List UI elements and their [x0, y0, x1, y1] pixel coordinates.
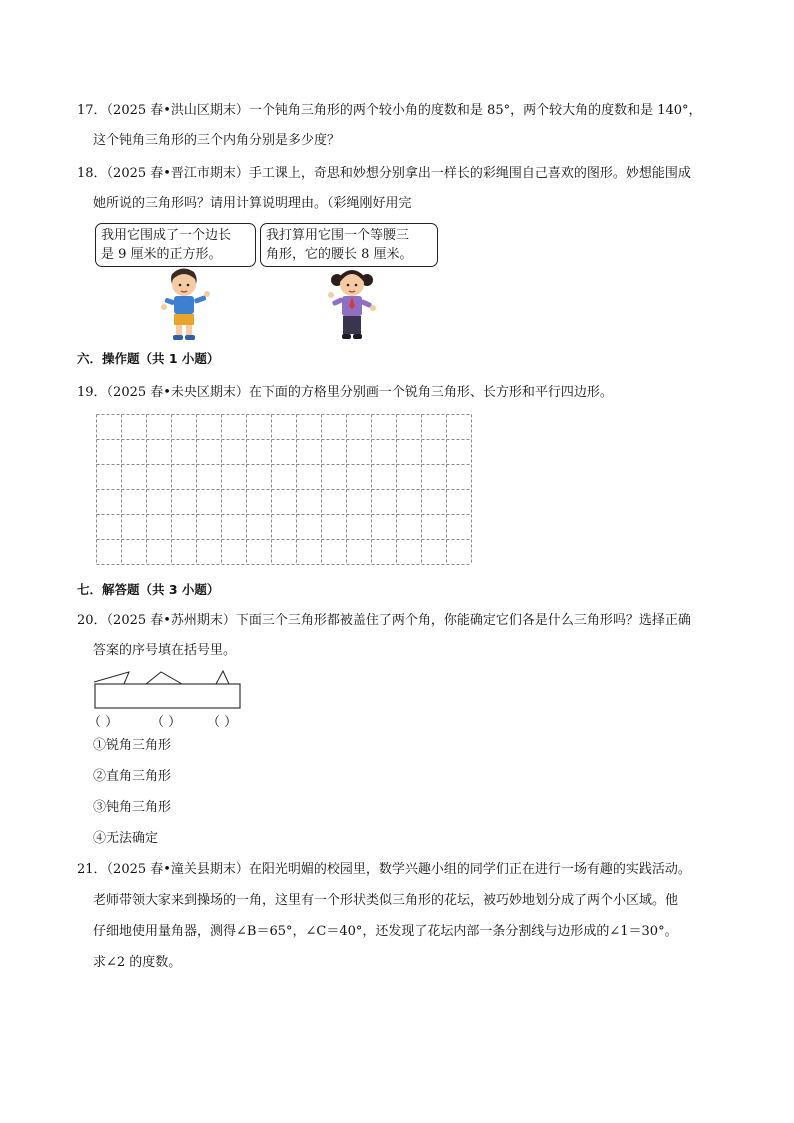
option-2: ②直角三角形: [93, 769, 172, 784]
q17-line2: 这个钝角三角形的三个内角分别是多少度？: [93, 133, 341, 148]
section-6-heading: 六．操作题（共 1 小题）: [77, 351, 220, 366]
covered-triangles-figure: [94, 668, 244, 710]
q19-line1: 19．（2025 春•未央区期末）在下面的方格里分别画一个锐角三角形、长方形和平行四边形。: [77, 385, 613, 400]
q20-line2: 答案的序号填在括号里。: [93, 643, 237, 658]
q20-line1: 20．（2025 春•苏州期末）下面三个三角形都被盖住了两个角，你能确定它们各是什么三角形吗？选择正确: [77, 613, 691, 628]
answer-paren-1[interactable]: （ ）: [88, 715, 119, 730]
q18-line1: 18．（2025 春•晋江市期末）手工课上，奇思和妙想分别拿出一样长的彩绳围自己喜欢的图形。妙想能围成: [77, 166, 691, 181]
speech-bubble-boy: [95, 223, 256, 267]
answer-paren-2[interactable]: （ ）: [151, 715, 182, 730]
q21-line3: 仔细地使用量角器，测得∠B＝65°，∠C＝40°，还发现了花坛内部一条分割线与边形成的∠1＝30°。: [93, 924, 678, 939]
bubble-boy-line2: 是 9 厘米的正方形。: [101, 247, 222, 262]
q21-line4: 求∠2 的度数。: [93, 955, 182, 970]
q17-line1: 17．（2025 春•洪山区期末）一个钝角三角形的两个较小角的度数和是 85°，两个较大角的度数和是 140°，: [77, 103, 702, 118]
bubble-boy-line1: 我用它围成了一个边长: [101, 228, 232, 243]
boy-figure-icon: [152, 264, 218, 344]
section-7-heading: 七．解答题（共 3 小题）: [77, 582, 220, 597]
answer-paren-3[interactable]: （ ）: [207, 715, 238, 730]
option-4: ④无法确定: [93, 831, 159, 846]
girl-figure-icon: [322, 264, 382, 344]
dashed-grid[interactable]: [96, 414, 472, 566]
q18-line2: 她所说的三角形吗？请用计算说明理由。（彩绳刚好用完: [93, 196, 412, 211]
q21-line1: 21．（2025 春•潼关县期末）在阳光明媚的校园里，数学兴趣小组的同学们正在进行一场有趣的实践活动。: [77, 862, 691, 877]
bubble-girl-line1: 我打算用它围一个等腰三: [266, 228, 410, 243]
bubble-girl-line2: 角形，它的腰长 8 厘米。: [266, 247, 413, 262]
speech-bubble-girl: [260, 223, 438, 267]
option-1: ①锐角三角形: [93, 738, 172, 753]
option-3: ③钝角三角形: [93, 800, 172, 815]
q21-line2: 老师带领大家来到操场的一角，这里有一个形状类似三角形的花坛，被巧妙地划分成了两个小区域。他: [93, 893, 679, 908]
